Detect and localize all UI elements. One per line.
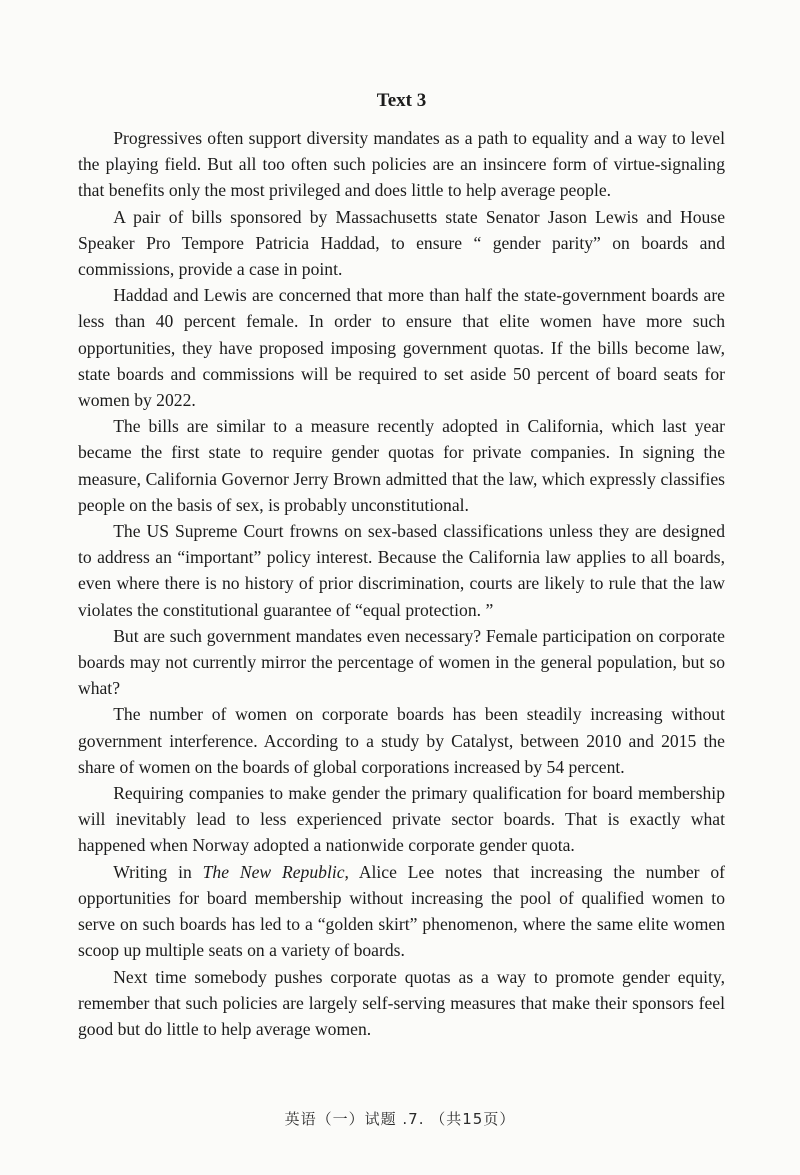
paragraph-2: A pair of bills sponsored by Massachusetts state Senator Jason Lewis and House Speaker Pro Tempore Patricia Haddad, to ensure “ gender parity” on boards and commissions, provide a case in point.	[78, 206, 725, 280]
section-title: Text 3	[376, 90, 427, 111]
paragraph-9	[78, 859, 725, 964]
paragraph-1: Progressives often support diversity mandates as a path to equality and a way to level the playing field. But all too often such policies are an insincere form of virtue-signaling that benefits only the most privileged and does little to help average people.	[78, 128, 725, 201]
paragraph-6: But are such government mandates even necessary? Female participation on corporate boards may not currently mirror the percentage of women in the general population, but so what?	[78, 625, 725, 699]
paragraph-3: Haddad and Lewis are concerned that more than half the state-government boards are less than 40 percent female. In order to ensure that elite women have more such opportunities, they have proposed imposing government quotas. If the bills become law, state boards and commissions will be required to set aside 50 percent of board seats for women by 2022.	[78, 285, 725, 411]
document-page	[78, 88, 725, 1042]
paragraph-8: Requiring companies to make gender the primary qualification for board membership will inevitably lead to less experienced private sector boards. That is exactly what happened when Norway adopted a nationwide corporate gender quota.	[78, 783, 725, 856]
page-footer: 英语（一）试题 .7. （共15页）	[284, 1110, 516, 1128]
paragraph-5: The US Supreme Court frowns on sex-based classifications unless they are designed to address an “important” policy interest. Because the California law applies to all boards, even where there is no history of prior discrimination, courts are likely to rule that the law violates the constitutional guarantee of “equal protection. ”	[78, 521, 725, 620]
paragraph-4: The bills are similar to a measure recently adopted in California, which last year became the first state to require gender quotas for private companies. In signing the measure, California Governor Jerry Brown admitted that the law, which expressly classifies people on the basis of sex, is probably unconstitutional.	[78, 416, 725, 515]
paragraph-9-rest: , Alice Lee notes that increasing the number of opportunities for board membership without increasing the pool of qualified women to serve on such boards has led to a “golden skirt” phenomenon, where the same elite women scoop up multiple seats on a variety of boards.	[78, 861, 725, 961]
paragraph-9-lead: Writing in	[113, 861, 203, 882]
paragraph-7: The number of women on corporate boards has been steadily increasing without government interference. According to a study by Catalyst, between 2010 and 2015 the share of women on the boards of global corporations increased by 54 percent.	[78, 704, 725, 777]
publication-title: The New Republic	[202, 861, 345, 882]
paragraph-10: Next time somebody pushes corporate quotas as a way to promote gender equity, remember that such policies are largely self-serving measures that make their sponsors feel good but do little to help average women.	[78, 966, 725, 1039]
